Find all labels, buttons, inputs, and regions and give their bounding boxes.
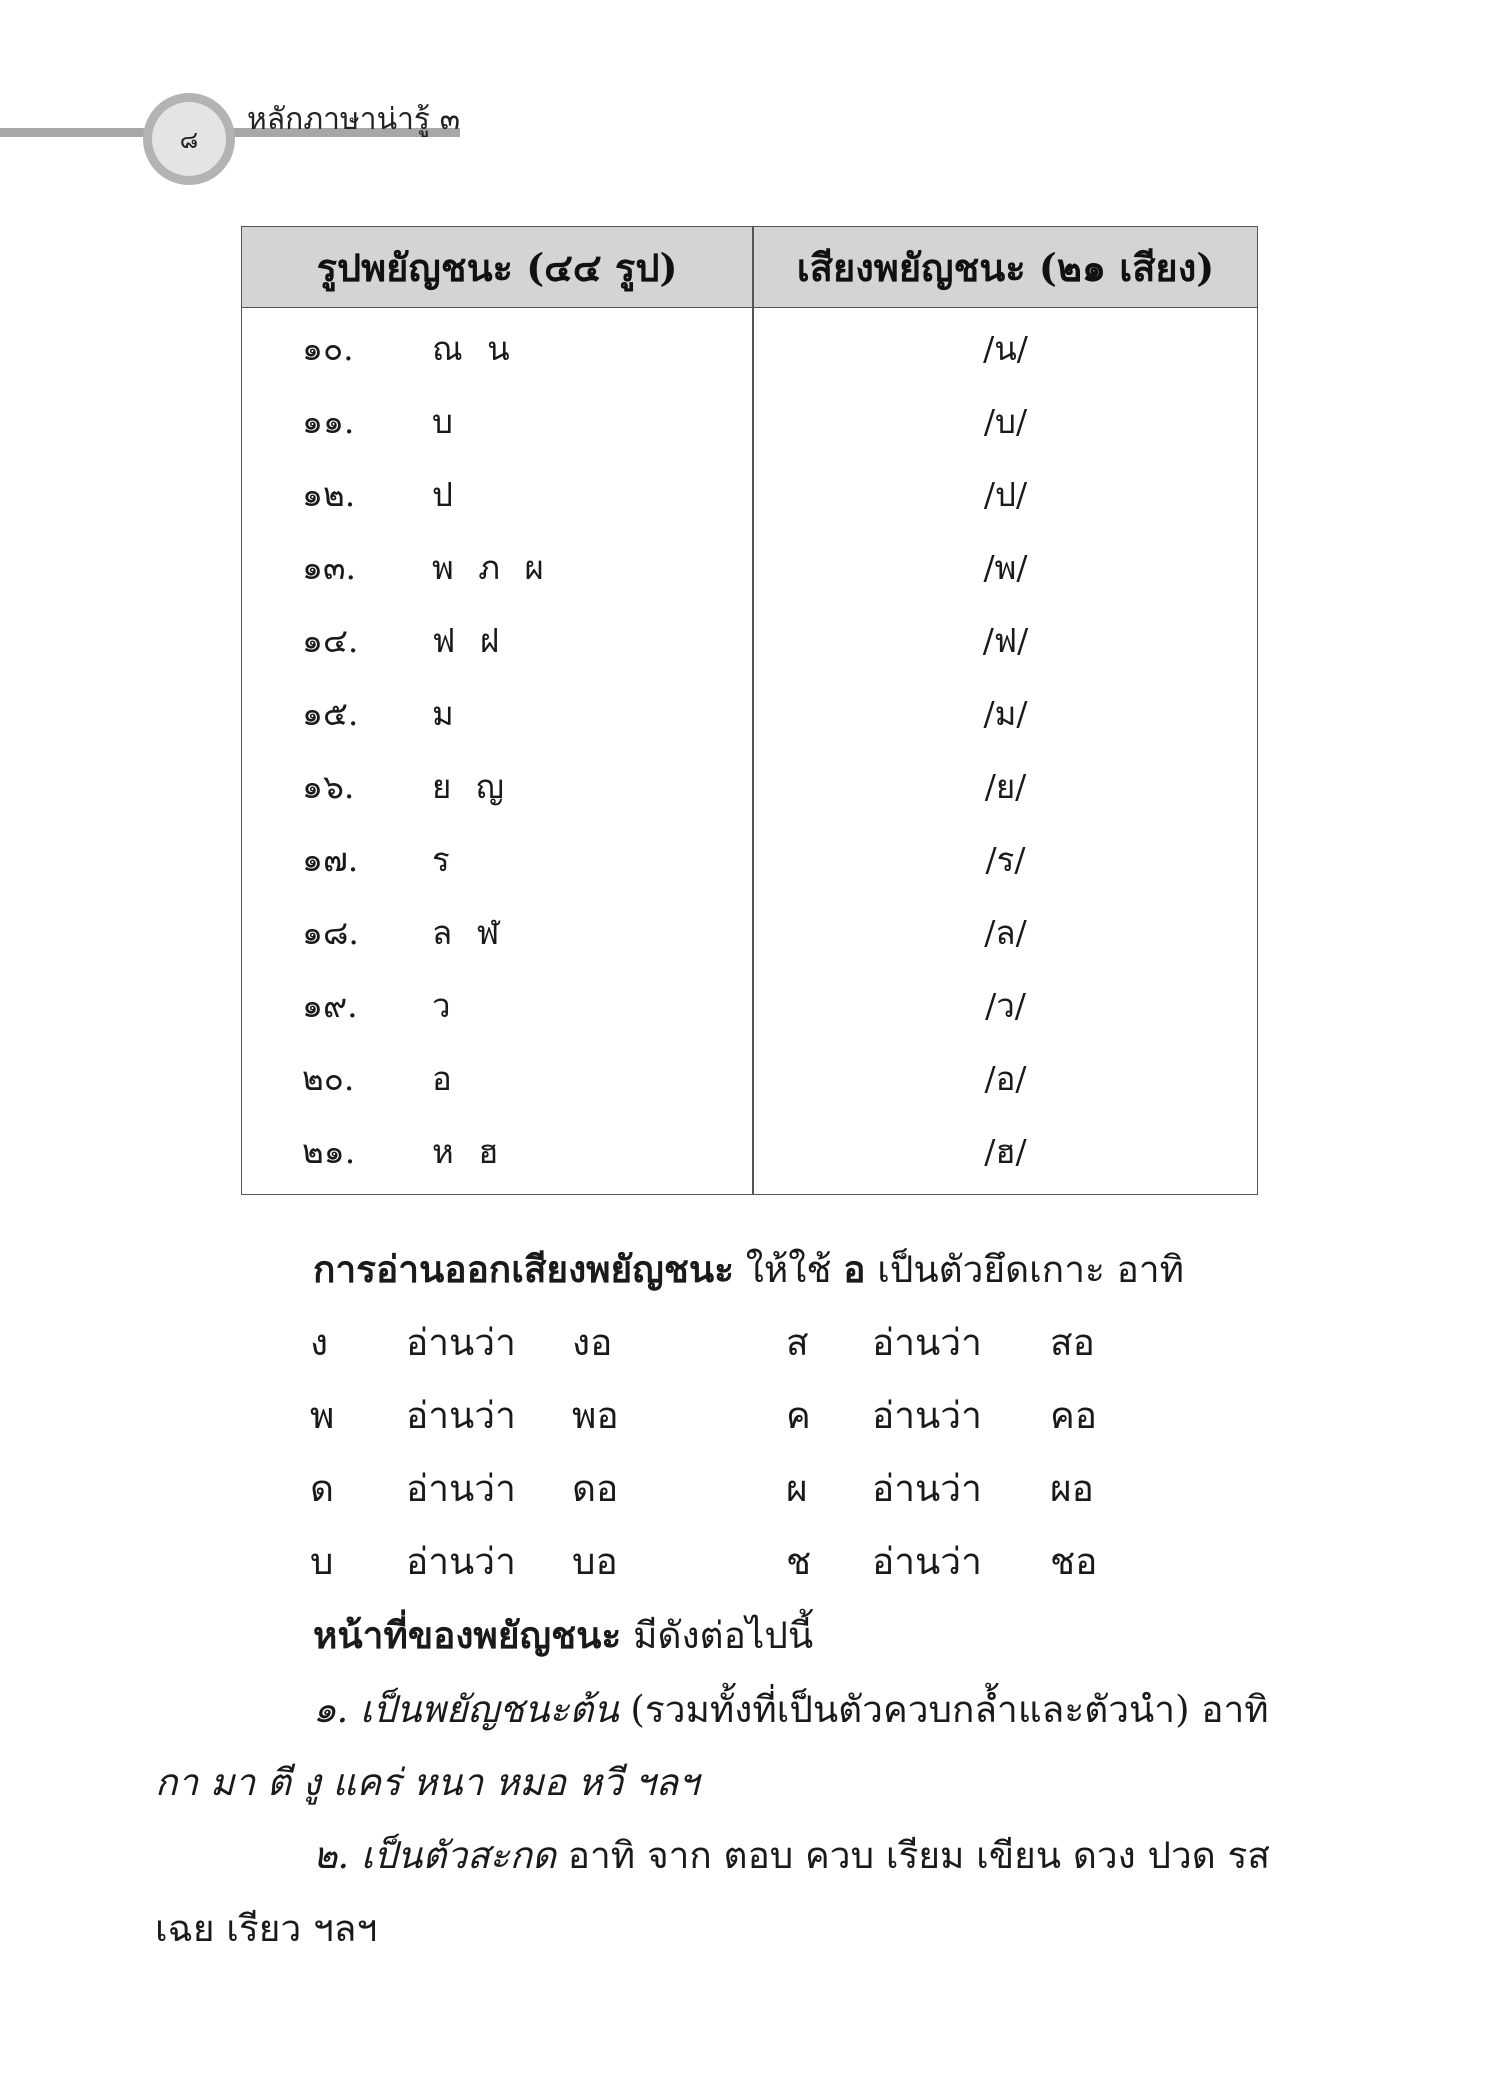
row-letters: พ ภ ผ: [432, 548, 544, 587]
row-number: ๑๗.: [302, 840, 359, 879]
reads-as-label: อ่านว่า: [406, 1540, 516, 1583]
function-item-1: [313, 1680, 1269, 1739]
row-number: ๑๒.: [302, 475, 356, 514]
row-sound: /ล/: [984, 913, 1027, 952]
table-body: [242, 308, 1257, 1184]
row-letters: ร: [432, 840, 450, 879]
row-sound: /ฟ/: [982, 621, 1029, 660]
row-sound: /ฮ/: [984, 1132, 1027, 1171]
column-header-sounds: เสียงพยัญชนะ (๒๑ เสียง): [796, 244, 1215, 290]
consonant: ช: [786, 1540, 812, 1583]
pronunciation: พอ: [572, 1394, 619, 1437]
pronunciation: ชอ: [1050, 1540, 1098, 1583]
consonant: ค: [786, 1394, 811, 1437]
row-letters: ฟ ฝ: [432, 621, 500, 660]
page-number: ๘: [152, 102, 226, 176]
functions-heading-rest: มีดังต่อไปนี้: [621, 1614, 814, 1657]
row-letters: บ: [432, 402, 453, 441]
row-letters: ป: [432, 475, 453, 514]
reading-example-row: [310, 1313, 1210, 1363]
row-sound: /บ/: [983, 402, 1028, 441]
row-sound: /ม/: [983, 694, 1028, 733]
pronunciation: บอ: [572, 1540, 618, 1583]
reading-heading-rest: เป็นตัวยึดเกาะ อาทิ: [865, 1248, 1184, 1291]
pronunciation: สอ: [1050, 1321, 1095, 1364]
pronunciation: ผอ: [1050, 1467, 1094, 1510]
reading-heading: [313, 1240, 1184, 1299]
consonant-table: [241, 226, 1258, 1195]
row-number: ๑๔.: [302, 621, 359, 660]
row-sound: /น/: [983, 329, 1028, 368]
reading-example-row: [310, 1386, 1210, 1436]
reads-as-label: อ่านว่า: [872, 1467, 982, 1510]
row-sound: /อ/: [984, 1059, 1027, 1098]
reads-as-label: อ่านว่า: [406, 1467, 516, 1510]
consonant: พ: [310, 1394, 335, 1437]
reads-as-label: อ่านว่า: [872, 1540, 982, 1583]
pronunciation: ดอ: [572, 1467, 619, 1510]
row-number: ๑๐.: [302, 329, 354, 368]
row-number: ๑๙.: [302, 986, 358, 1025]
row-letters: ว: [432, 986, 451, 1025]
reads-as-label: อ่านว่า: [872, 1321, 982, 1364]
row-sound: /ร/: [985, 840, 1026, 879]
table-row: [242, 454, 1257, 527]
consonant: ง: [310, 1321, 329, 1364]
row-number: ๒๑.: [302, 1132, 356, 1171]
table-row: [242, 892, 1257, 965]
reading-heading-text: ให้ใช้: [734, 1248, 844, 1291]
function-item-1-examples: กา มา ตี งู แคร่ หนา หมอ หวี ฯลฯ: [155, 1761, 699, 1804]
functions-heading-bold: หน้าที่ของพยัญชนะ: [313, 1613, 622, 1657]
consonant: ผ: [786, 1467, 808, 1510]
reading-example-row: [310, 1532, 1210, 1582]
row-letters: ณ น: [432, 329, 510, 368]
row-number: ๒๐.: [302, 1059, 355, 1098]
table-row: [242, 819, 1257, 892]
function-item-2: [313, 1826, 1270, 1885]
consonant: ด: [310, 1467, 335, 1510]
row-sound: /ป/: [983, 475, 1028, 514]
row-number: ๑๓.: [302, 548, 356, 587]
row-sound: /ว/: [985, 986, 1026, 1025]
running-title: หลักภาษาน่ารู้ ๓: [247, 102, 461, 137]
function-item-1-title: ๑. เป็นพยัญชนะต้น: [313, 1688, 619, 1731]
functions-heading: [313, 1606, 813, 1665]
table-row: [242, 673, 1257, 746]
row-number: ๑๖.: [302, 767, 355, 806]
table-row: [242, 746, 1257, 819]
pronunciation: คอ: [1050, 1394, 1097, 1437]
table-row: [242, 600, 1257, 673]
row-sound: /พ/: [983, 548, 1028, 587]
function-item-2-title: ๒. เป็นตัวสะกด: [313, 1834, 557, 1877]
reads-as-label: อ่านว่า: [406, 1394, 516, 1437]
table-row: [242, 1111, 1257, 1184]
reads-as-label: อ่านว่า: [406, 1321, 516, 1364]
reading-example-row: [310, 1459, 1210, 1509]
table-row: [242, 308, 1257, 381]
function-item-2-continued: เฉย เรียว ฯลฯ: [155, 1907, 378, 1950]
row-letters: ห ฮ: [432, 1132, 499, 1171]
reading-heading-o: อ: [843, 1247, 866, 1291]
reading-heading-bold: การอ่านออกเสียงพยัญชนะ: [313, 1247, 735, 1291]
row-letters: อ: [432, 1059, 452, 1098]
function-item-1-text: (รวมทั้งที่เป็นตัวควบกล้ำและตัวนำ) อาทิ: [618, 1688, 1269, 1731]
table-row: [242, 965, 1257, 1038]
function-item-2-text: อาทิ จาก ตอบ ควบ เรียม เขียน ดวง ปวด รส: [556, 1834, 1270, 1877]
row-sound: /ย/: [984, 767, 1027, 806]
reads-as-label: อ่านว่า: [872, 1394, 982, 1437]
consonant: ส: [786, 1321, 809, 1364]
consonant: บ: [310, 1540, 334, 1583]
pronunciation: งอ: [572, 1321, 613, 1364]
row-number: ๑๘.: [302, 913, 359, 952]
row-number: ๑๑.: [302, 402, 355, 441]
page-number-badge: [143, 93, 235, 185]
table-row: [242, 381, 1257, 454]
table-row: [242, 1038, 1257, 1111]
row-letters: ม: [432, 694, 454, 733]
table-row: [242, 527, 1257, 600]
row-letters: ย ญ: [432, 767, 504, 806]
row-number: ๑๕.: [302, 694, 359, 733]
column-header-forms: รูปพยัญชนะ (๔๔ รูป): [316, 244, 678, 290]
row-letters: ล ฬ: [432, 913, 500, 952]
